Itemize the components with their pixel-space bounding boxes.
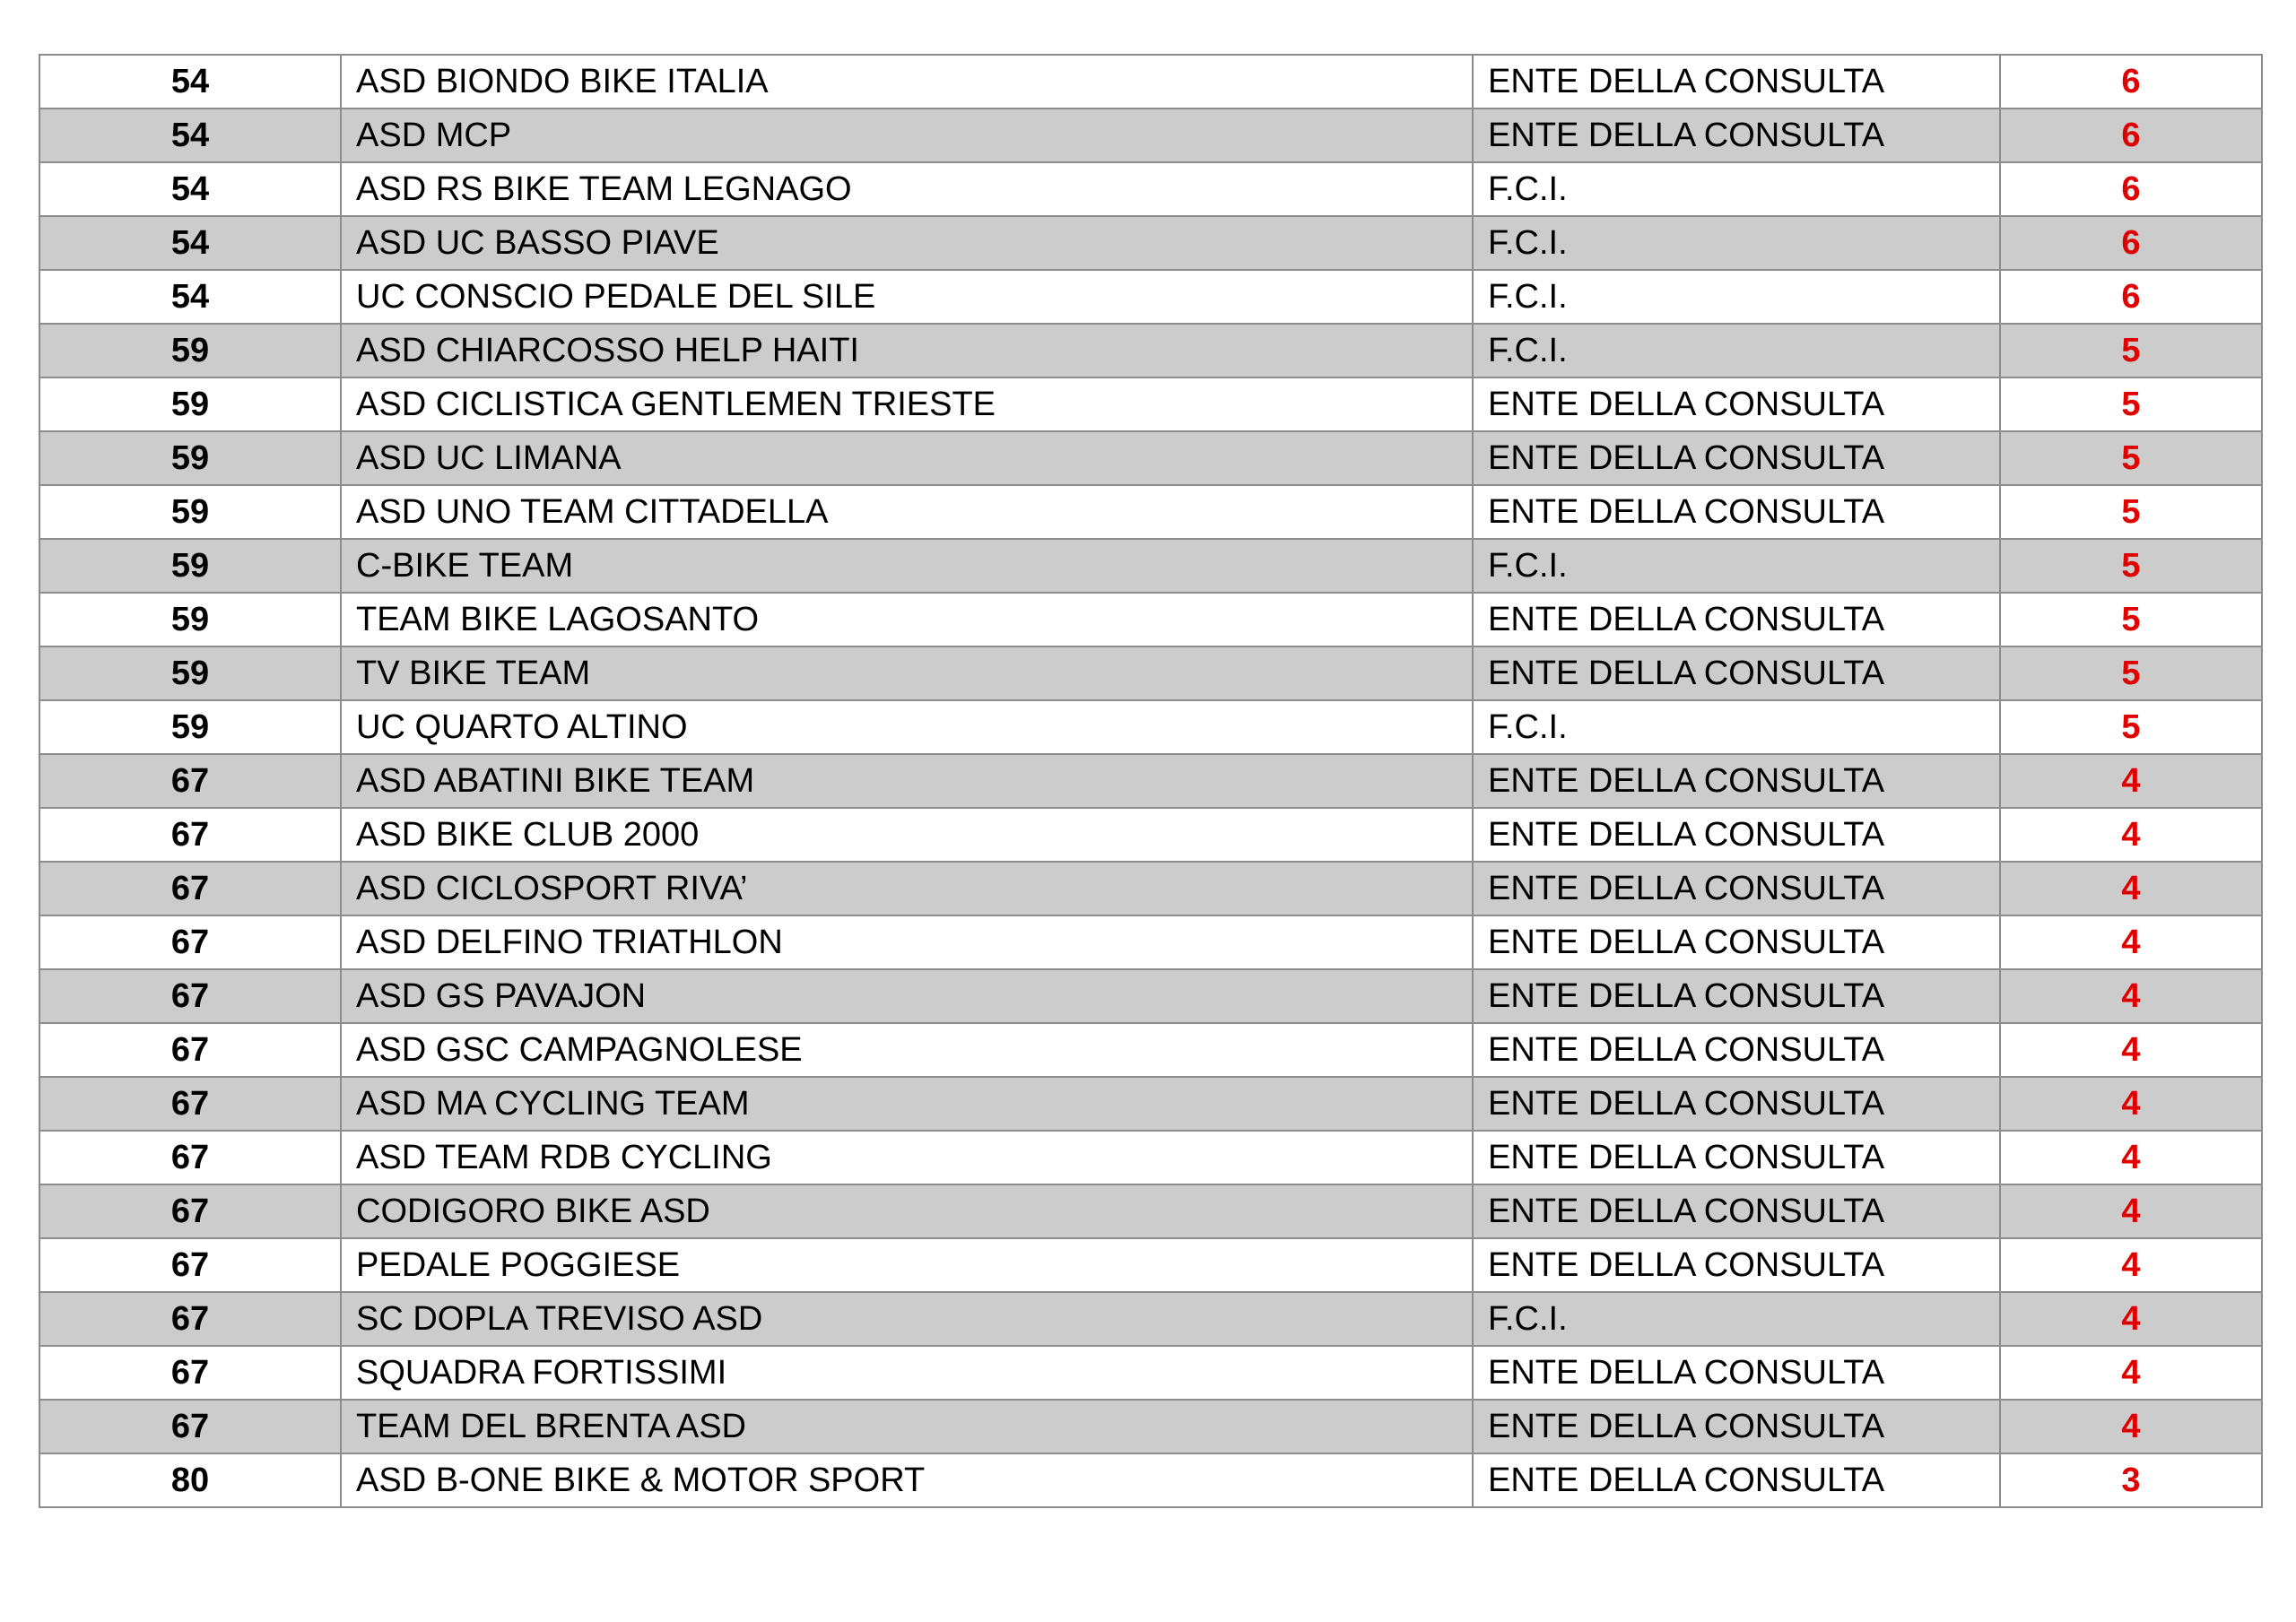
table-row <box>39 1184 2262 1238</box>
points-cell: 4 <box>2000 1131 2262 1184</box>
position-cell: 67 <box>39 1077 341 1131</box>
position-cell: 67 <box>39 1131 341 1184</box>
table-row <box>39 1400 2262 1453</box>
entity-cell: ENTE DELLA CONSULTA <box>1473 969 2000 1023</box>
points-cell: 4 <box>2000 915 2262 969</box>
team-name-cell: ASD B-ONE BIKE & MOTOR SPORT <box>341 1453 1473 1507</box>
position-cell: 59 <box>39 431 341 485</box>
team-name-cell: ASD UC LIMANA <box>341 431 1473 485</box>
position-cell: 67 <box>39 754 341 808</box>
entity-cell: ENTE DELLA CONSULTA <box>1473 108 2000 162</box>
position-cell: 67 <box>39 1238 341 1292</box>
entity-cell: F.C.I. <box>1473 1292 2000 1346</box>
team-name-cell: SQUADRA FORTISSIMI <box>341 1346 1473 1400</box>
team-name-cell: SC DOPLA TREVISO ASD <box>341 1292 1473 1346</box>
points-cell: 6 <box>2000 270 2262 324</box>
table-row <box>39 969 2262 1023</box>
table-row <box>39 1077 2262 1131</box>
entity-cell: F.C.I. <box>1473 162 2000 216</box>
points-cell: 6 <box>2000 55 2262 108</box>
position-cell: 54 <box>39 162 341 216</box>
points-cell: 4 <box>2000 754 2262 808</box>
entity-cell: ENTE DELLA CONSULTA <box>1473 862 2000 915</box>
team-name-cell: ASD CHIARCOSSO HELP HAITI <box>341 324 1473 377</box>
position-cell: 59 <box>39 593 341 646</box>
points-cell: 4 <box>2000 808 2262 862</box>
team-name-cell: ASD TEAM RDB CYCLING <box>341 1131 1473 1184</box>
ranking-table <box>39 54 2263 1508</box>
table-row <box>39 431 2262 485</box>
entity-cell: ENTE DELLA CONSULTA <box>1473 1400 2000 1453</box>
entity-cell: ENTE DELLA CONSULTA <box>1473 915 2000 969</box>
entity-cell: ENTE DELLA CONSULTA <box>1473 377 2000 431</box>
position-cell: 80 <box>39 1453 341 1507</box>
table-row <box>39 539 2262 593</box>
table-row <box>39 324 2262 377</box>
points-cell: 4 <box>2000 969 2262 1023</box>
position-cell: 54 <box>39 270 341 324</box>
ranking-sheet <box>39 54 2261 1508</box>
team-name-cell: PEDALE POGGIESE <box>341 1238 1473 1292</box>
team-name-cell: ASD BIKE CLUB 2000 <box>341 808 1473 862</box>
points-cell: 6 <box>2000 162 2262 216</box>
points-cell: 4 <box>2000 1346 2262 1400</box>
table-row <box>39 55 2262 108</box>
points-cell: 5 <box>2000 700 2262 754</box>
table-row <box>39 808 2262 862</box>
position-cell: 67 <box>39 1023 341 1077</box>
position-cell: 54 <box>39 216 341 270</box>
points-cell: 5 <box>2000 593 2262 646</box>
position-cell: 67 <box>39 1400 341 1453</box>
table-row <box>39 1346 2262 1400</box>
points-cell: 5 <box>2000 646 2262 700</box>
table-row <box>39 700 2262 754</box>
team-name-cell: ASD DELFINO TRIATHLON <box>341 915 1473 969</box>
entity-cell: ENTE DELLA CONSULTA <box>1473 1453 2000 1507</box>
table-row <box>39 485 2262 539</box>
entity-cell: F.C.I. <box>1473 270 2000 324</box>
entity-cell: ENTE DELLA CONSULTA <box>1473 1023 2000 1077</box>
position-cell: 59 <box>39 700 341 754</box>
position-cell: 54 <box>39 108 341 162</box>
table-row <box>39 1238 2262 1292</box>
team-name-cell: C-BIKE TEAM <box>341 539 1473 593</box>
team-name-cell: ASD ABATINI BIKE TEAM <box>341 754 1473 808</box>
table-row <box>39 216 2262 270</box>
entity-cell: ENTE DELLA CONSULTA <box>1473 1077 2000 1131</box>
table-row <box>39 646 2262 700</box>
table-row <box>39 270 2262 324</box>
entity-cell: ENTE DELLA CONSULTA <box>1473 1131 2000 1184</box>
team-name-cell: ASD RS BIKE TEAM LEGNAGO <box>341 162 1473 216</box>
points-cell: 6 <box>2000 216 2262 270</box>
position-cell: 54 <box>39 55 341 108</box>
team-name-cell: ASD CICLISTICA GENTLEMEN TRIESTE <box>341 377 1473 431</box>
points-cell: 5 <box>2000 485 2262 539</box>
entity-cell: ENTE DELLA CONSULTA <box>1473 55 2000 108</box>
entity-cell: F.C.I. <box>1473 539 2000 593</box>
table-row <box>39 162 2262 216</box>
team-name-cell: ASD UC BASSO PIAVE <box>341 216 1473 270</box>
points-cell: 5 <box>2000 324 2262 377</box>
table-row <box>39 1292 2262 1346</box>
points-cell: 4 <box>2000 1077 2262 1131</box>
team-name-cell: ASD MCP <box>341 108 1473 162</box>
team-name-cell: UC QUARTO ALTINO <box>341 700 1473 754</box>
points-cell: 4 <box>2000 1023 2262 1077</box>
table-row <box>39 1023 2262 1077</box>
entity-cell: F.C.I. <box>1473 700 2000 754</box>
team-name-cell: ASD MA CYCLING TEAM <box>341 1077 1473 1131</box>
table-row <box>39 377 2262 431</box>
team-name-cell: ASD CICLOSPORT RIVA’ <box>341 862 1473 915</box>
table-row <box>39 1453 2262 1507</box>
position-cell: 67 <box>39 808 341 862</box>
points-cell: 4 <box>2000 1184 2262 1238</box>
team-name-cell: TV BIKE TEAM <box>341 646 1473 700</box>
position-cell: 67 <box>39 969 341 1023</box>
team-name-cell: CODIGORO BIKE ASD <box>341 1184 1473 1238</box>
entity-cell: ENTE DELLA CONSULTA <box>1473 431 2000 485</box>
entity-cell: F.C.I. <box>1473 216 2000 270</box>
team-name-cell: ASD UNO TEAM CITTADELLA <box>341 485 1473 539</box>
team-name-cell: TEAM BIKE LAGOSANTO <box>341 593 1473 646</box>
position-cell: 67 <box>39 1292 341 1346</box>
position-cell: 67 <box>39 915 341 969</box>
points-cell: 4 <box>2000 862 2262 915</box>
table-row <box>39 1131 2262 1184</box>
points-cell: 3 <box>2000 1453 2262 1507</box>
team-name-cell: ASD BIONDO BIKE ITALIA <box>341 55 1473 108</box>
team-name-cell: ASD GS PAVAJON <box>341 969 1473 1023</box>
entity-cell: ENTE DELLA CONSULTA <box>1473 646 2000 700</box>
team-name-cell: ASD GSC CAMPAGNOLESE <box>341 1023 1473 1077</box>
table-row <box>39 915 2262 969</box>
table-row <box>39 593 2262 646</box>
position-cell: 67 <box>39 862 341 915</box>
entity-cell: ENTE DELLA CONSULTA <box>1473 485 2000 539</box>
position-cell: 59 <box>39 485 341 539</box>
entity-cell: F.C.I. <box>1473 324 2000 377</box>
table-row <box>39 754 2262 808</box>
position-cell: 59 <box>39 539 341 593</box>
points-cell: 5 <box>2000 377 2262 431</box>
entity-cell: ENTE DELLA CONSULTA <box>1473 1184 2000 1238</box>
ranking-table-body <box>39 55 2262 1507</box>
entity-cell: ENTE DELLA CONSULTA <box>1473 1238 2000 1292</box>
team-name-cell: UC CONSCIO PEDALE DEL SILE <box>341 270 1473 324</box>
team-name-cell: TEAM DEL BRENTA ASD <box>341 1400 1473 1453</box>
position-cell: 59 <box>39 324 341 377</box>
points-cell: 4 <box>2000 1292 2262 1346</box>
position-cell: 67 <box>39 1346 341 1400</box>
position-cell: 67 <box>39 1184 341 1238</box>
position-cell: 59 <box>39 377 341 431</box>
table-row <box>39 108 2262 162</box>
points-cell: 5 <box>2000 431 2262 485</box>
position-cell: 59 <box>39 646 341 700</box>
entity-cell: ENTE DELLA CONSULTA <box>1473 754 2000 808</box>
points-cell: 4 <box>2000 1400 2262 1453</box>
entity-cell: ENTE DELLA CONSULTA <box>1473 593 2000 646</box>
table-row <box>39 862 2262 915</box>
points-cell: 4 <box>2000 1238 2262 1292</box>
entity-cell: ENTE DELLA CONSULTA <box>1473 1346 2000 1400</box>
entity-cell: ENTE DELLA CONSULTA <box>1473 808 2000 862</box>
points-cell: 5 <box>2000 539 2262 593</box>
points-cell: 6 <box>2000 108 2262 162</box>
